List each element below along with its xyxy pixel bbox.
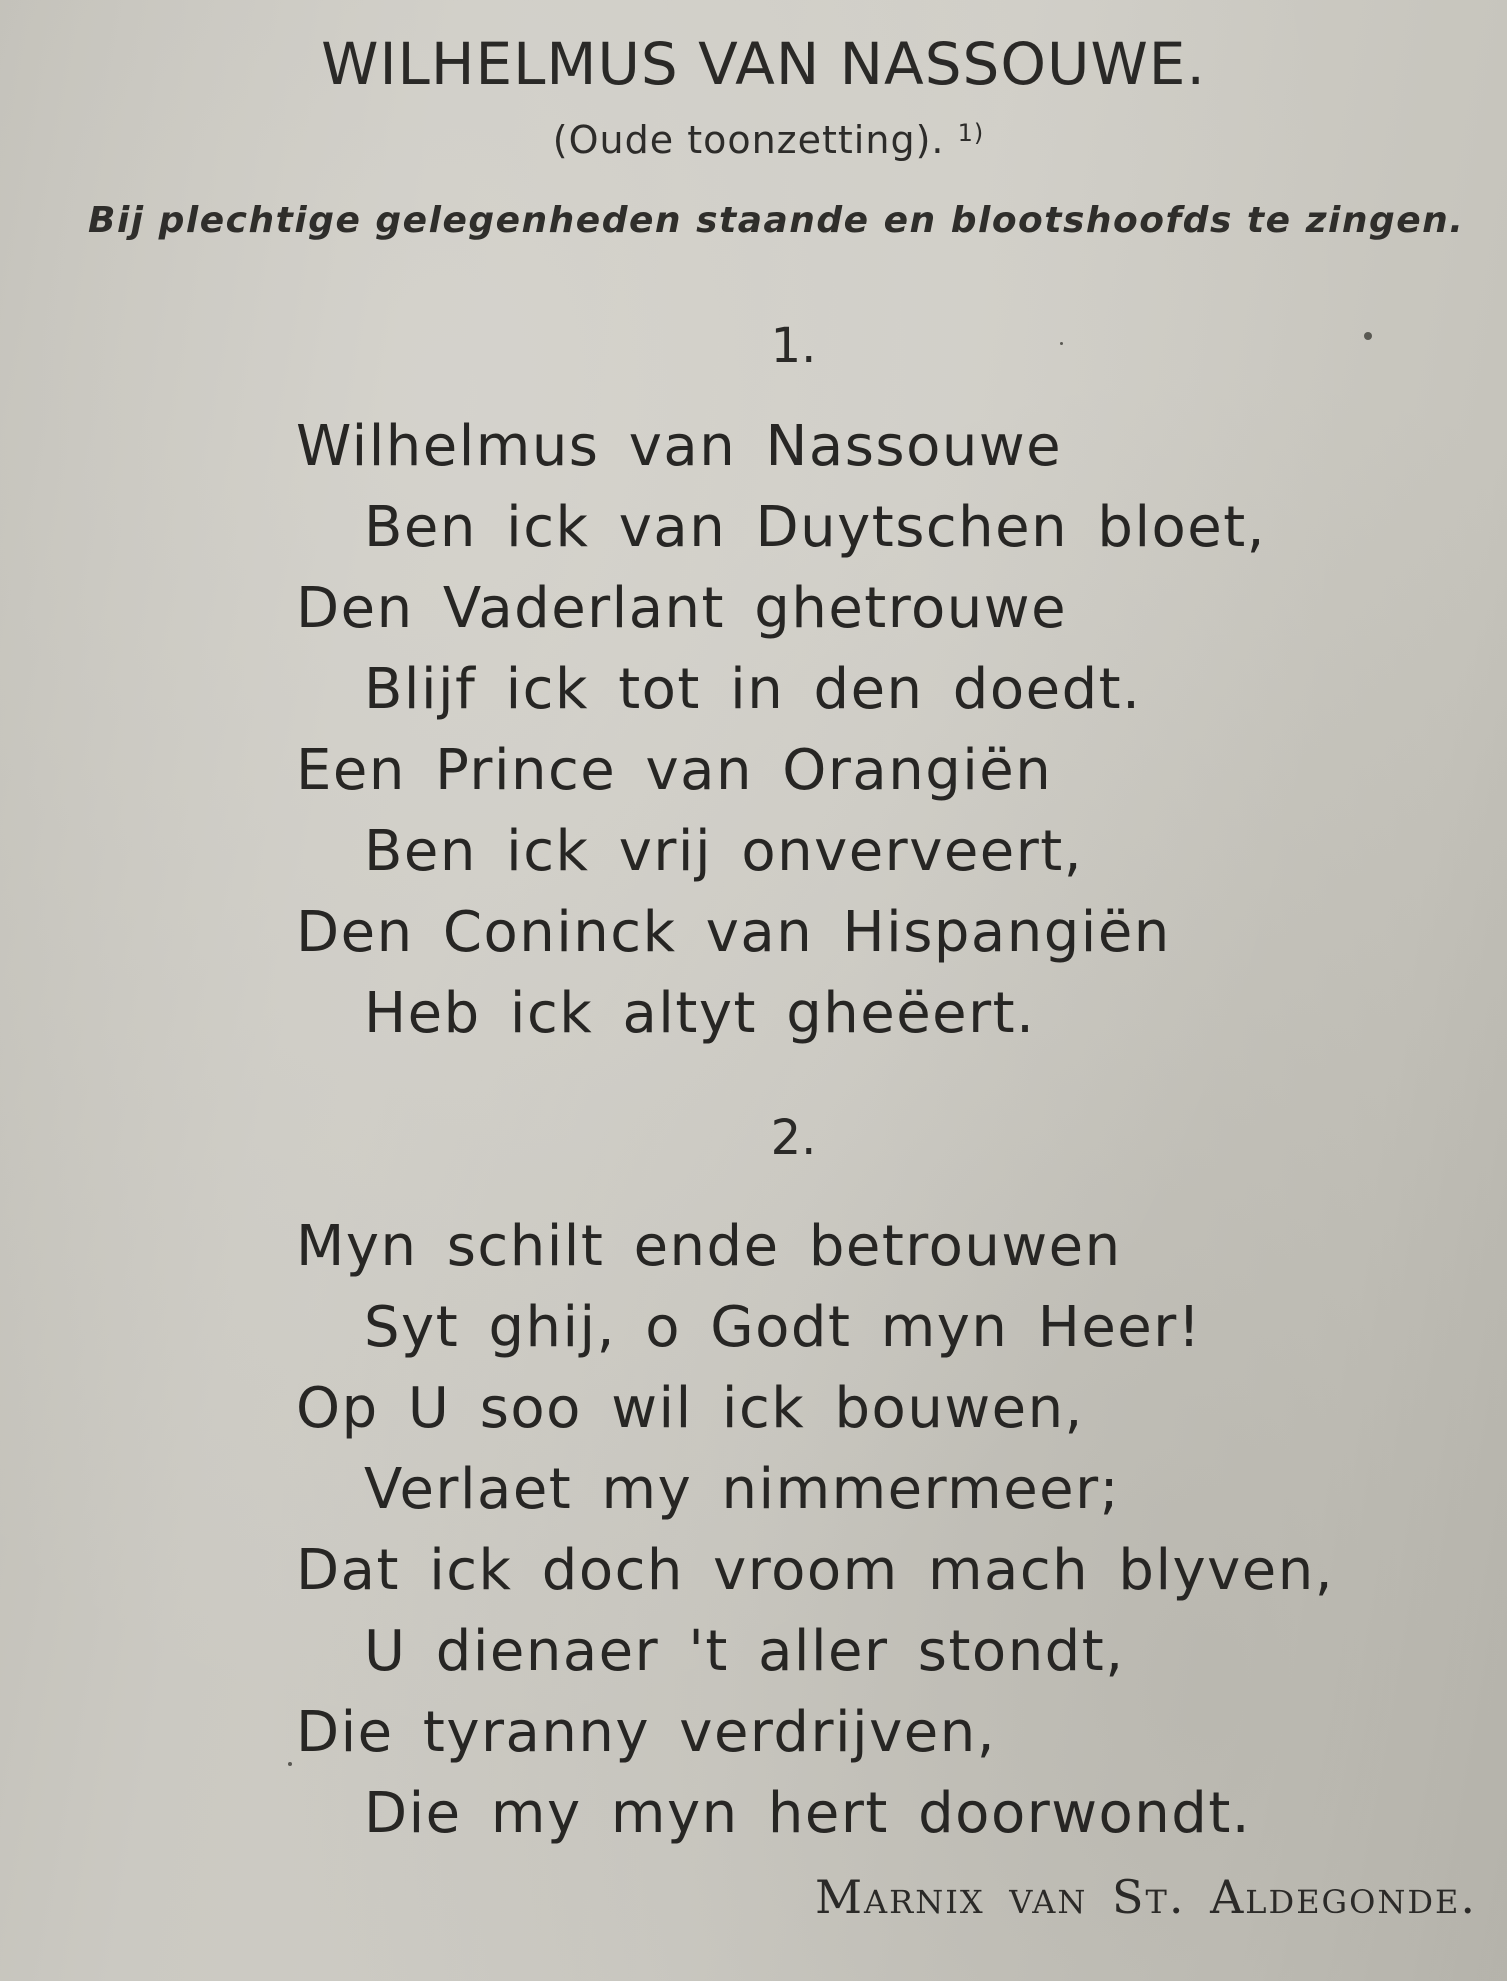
footnote-marker: 1) — [957, 119, 985, 147]
paper-speck — [1060, 342, 1063, 345]
verse-line: Wilhelmus van Nassouwe — [296, 414, 1063, 479]
paper-speck — [1364, 332, 1372, 340]
verse-number-1: 1. — [770, 318, 817, 374]
verse-line: Die my myn hert doorwondt. — [364, 1781, 1252, 1846]
song-title: WILHELMUS VAN NASSOUWE. — [321, 30, 1206, 98]
verse-line: Heb ick altyt gheëert. — [364, 981, 1036, 1046]
author-credit: Marnix van St. Aldegonde. — [814, 1870, 1477, 1924]
verse-line: Ben ick vrij onverveert, — [364, 819, 1084, 884]
verse-line: Blijf ick tot in den doedt. — [364, 657, 1142, 722]
verse-line: Een Prince van Orangiën — [296, 738, 1053, 803]
singing-instruction: Bij plechtige gelegenheden staande en blootshoofds te zingen. — [88, 200, 1465, 241]
verse-1 — [296, 406, 1266, 1054]
verse-2 — [296, 1206, 1334, 1854]
subtitle-text: (Oude toonzetting). — [552, 118, 945, 162]
verse-line: Dat ick doch vroom mach blyven, — [296, 1538, 1335, 1603]
verse-number-2: 2. — [770, 1110, 817, 1166]
verse-line: Myn schilt ende betrouwen — [296, 1214, 1122, 1279]
verse-line: Ben ick van Duytschen bloet, — [364, 495, 1266, 560]
verse-line: U dienaer 't aller stondt, — [364, 1619, 1125, 1684]
verse-line: Verlaet my nimmermeer; — [364, 1457, 1121, 1522]
verse-line: Den Vaderlant ghetrouwe — [296, 576, 1068, 641]
verse-line: Den Coninck van Hispangiën — [296, 900, 1171, 965]
subtitle — [0, 118, 1507, 162]
paper-speck — [288, 1762, 292, 1766]
verse-line: Syt ghij, o Godt myn Heer! — [364, 1295, 1202, 1360]
verse-line: Die tyranny verdrijven, — [296, 1700, 997, 1765]
verse-line: Op U soo wil ick bouwen, — [296, 1376, 1084, 1441]
